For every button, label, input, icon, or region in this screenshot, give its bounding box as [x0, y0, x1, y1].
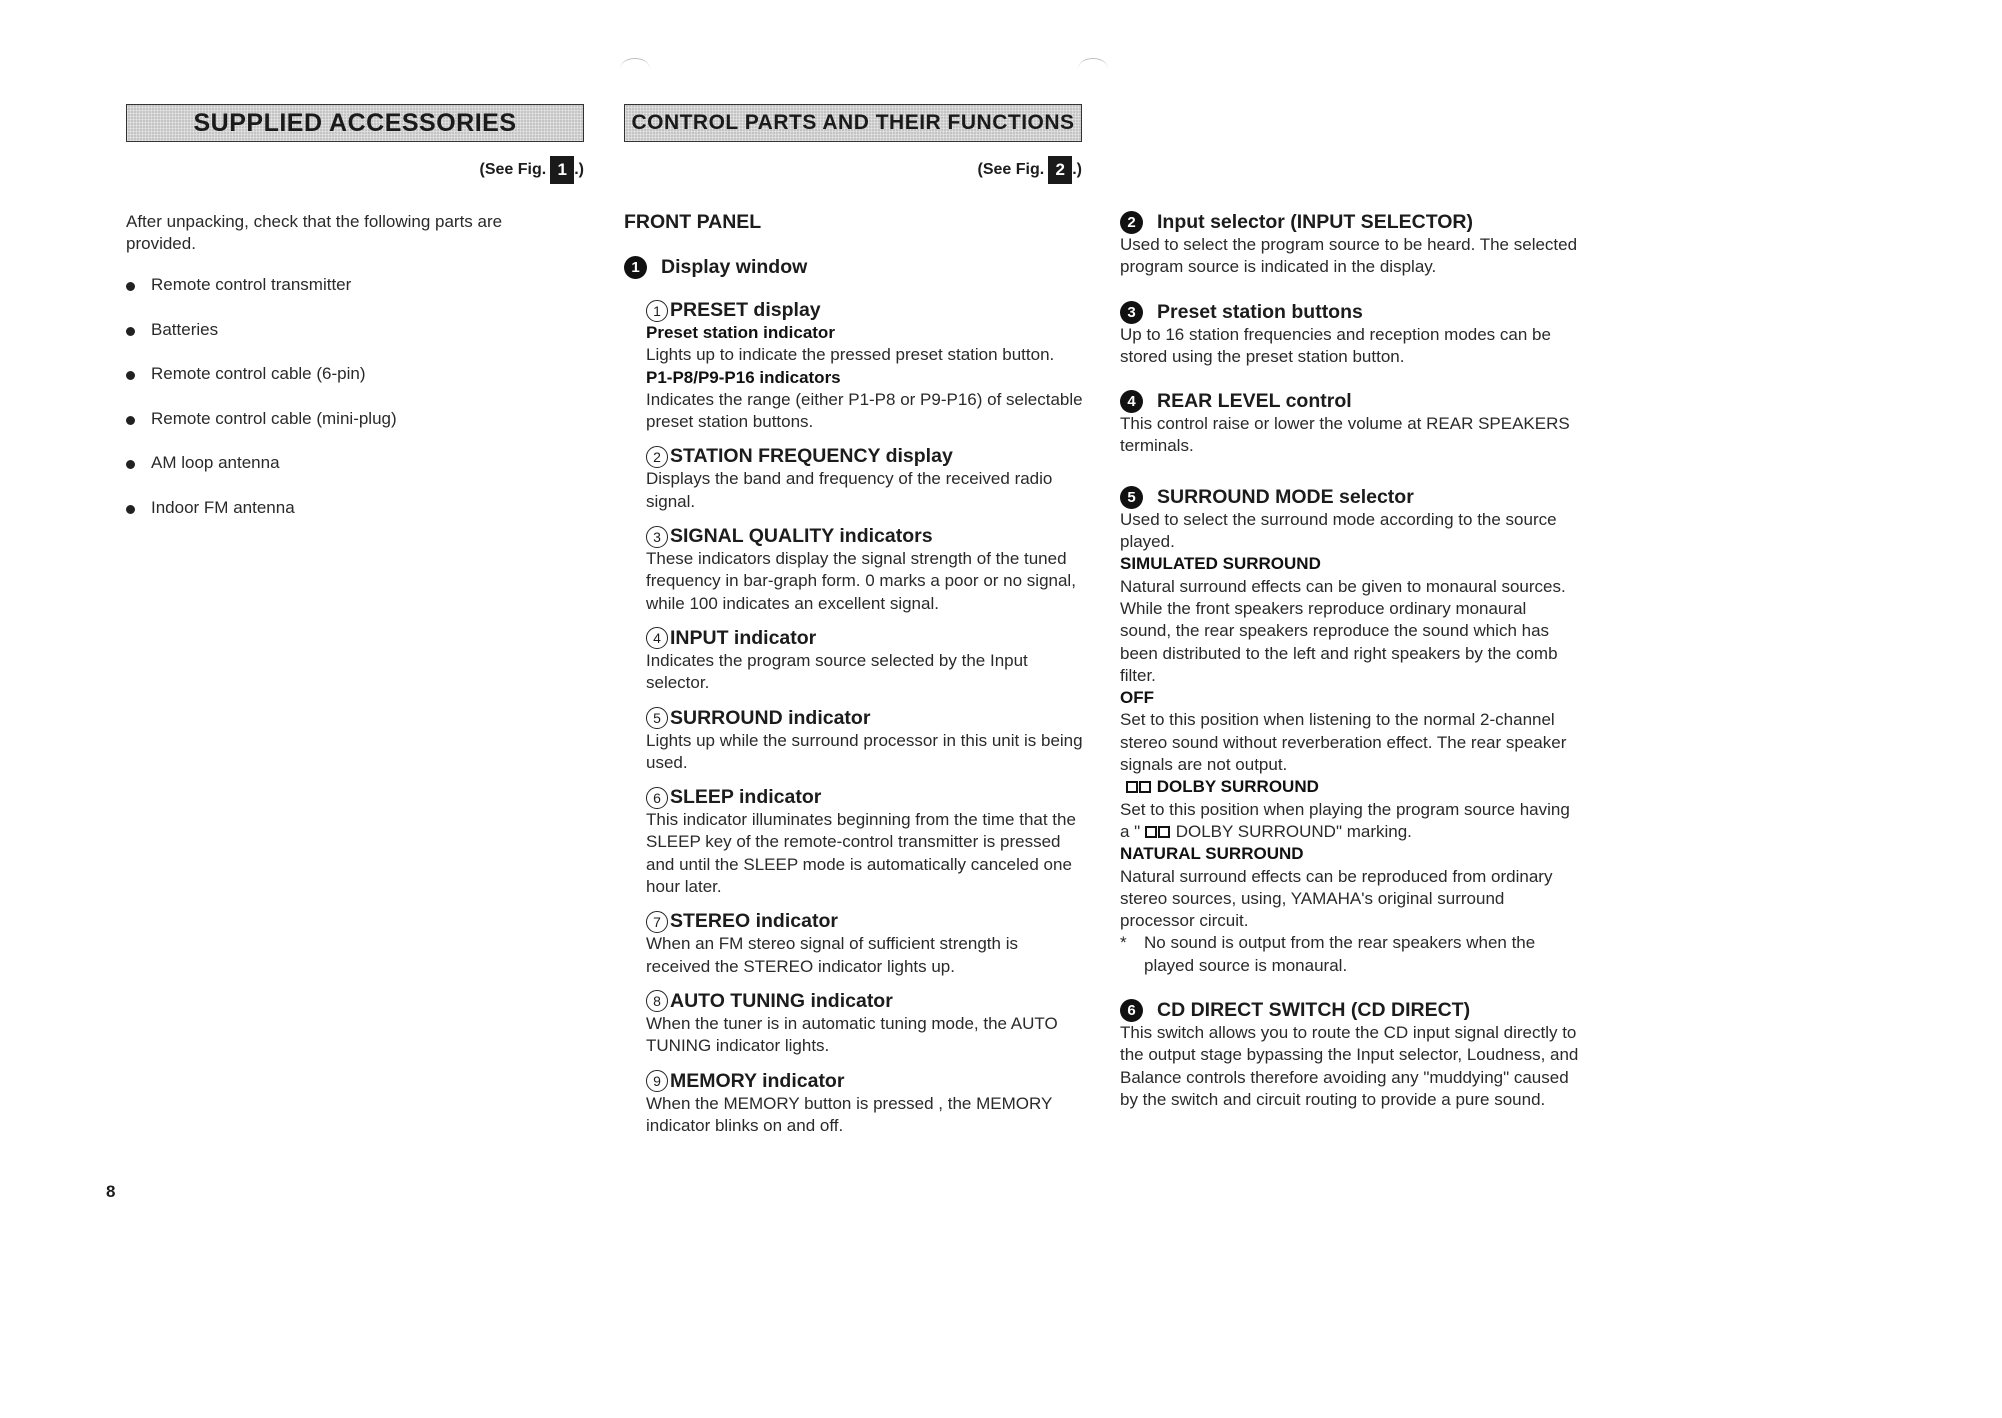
cd-direct-text: This switch allows you to route the CD input signal directly to the output stage bypassing the Input selector, Loudness, and Balance controls therefore avoiding any "muddying" caused by the switch and circuit routing to provide a pure sound. — [1120, 1023, 1579, 1109]
memory-indicator-text: When the MEMORY button is pressed , the MEMORY indicator blinks on and off. — [646, 1093, 1052, 1135]
fig-number-badge: 1 — [550, 156, 574, 184]
number-3-icon: 3 — [1120, 301, 1143, 324]
supplied-accessories-header: SUPPLIED ACCESSORIES — [126, 104, 584, 142]
right-content — [1120, 211, 1580, 1111]
station-frequency-text: Displays the band and frequency of the received radio signal. — [646, 469, 1053, 511]
dolby-logo-icon — [1158, 826, 1170, 838]
dolby-surround-text: Set to this position when playing the program source having a " DOLBY SURROUND" marking. — [1120, 799, 1570, 841]
circled-9-icon: 9 — [646, 1070, 668, 1092]
fig-number-badge: 2 — [1048, 156, 1072, 184]
preset-station-indicator-text: Lights up to indicate the pressed preset station button. — [646, 345, 1055, 365]
dolby-logo-icon — [1139, 781, 1151, 793]
scan-mark — [620, 58, 650, 79]
number-6-icon: 6 — [1120, 999, 1143, 1022]
dolby-surround-label: DOLBY SURROUND — [1126, 776, 1580, 798]
bullet-icon — [126, 460, 135, 469]
see-fig-2: (See Fig. 2 .) — [978, 156, 1082, 184]
dolby-logo-icon — [1126, 781, 1138, 793]
input-selector-heading: 2 Input selector (INPUT SELECTOR) — [1120, 211, 1580, 234]
rear-level-text: This control raise or lower the volume at REAR SPEAKERS terminals. — [1120, 414, 1570, 456]
number-2-icon: 2 — [1120, 211, 1143, 234]
page-number: 8 — [106, 1182, 116, 1201]
list-item: Remote control cable (mini-plug) — [126, 409, 397, 454]
cd-direct-heading: 6 CD DIRECT SWITCH (CD DIRECT) — [1120, 999, 1580, 1022]
circled-6-icon: 6 — [646, 787, 668, 809]
list-item: AM loop antenna — [126, 453, 397, 498]
sleep-indicator-heading: 6 SLEEP indicator — [646, 786, 1084, 809]
stereo-indicator-heading: 7 STEREO indicator — [646, 910, 1084, 933]
display-subsections — [646, 299, 1084, 1137]
circled-5-icon: 5 — [646, 707, 668, 729]
circled-4-icon: 4 — [646, 627, 668, 649]
scan-mark — [1078, 58, 1108, 79]
see-fig-1: (See Fig. 1 .) — [480, 156, 584, 184]
circled-3-icon: 3 — [646, 526, 668, 548]
memory-indicator-heading: 9 MEMORY indicator — [646, 1070, 1084, 1093]
circled-1-icon: 1 — [646, 300, 668, 322]
display-window-heading: 1 Display window — [624, 256, 1084, 279]
simulated-surround-text: Natural surround effects can be given to monaural sources. While the front speakers reproduce ordinary monaural sound, the rear speakers reproduce the sound which has been distributed to the left and right speakers by the comb filter. — [1120, 576, 1566, 685]
signal-quality-heading: 3 SIGNAL QUALITY indicators — [646, 525, 1084, 548]
sleep-indicator-text: This indicator illuminates beginning from the time that the SLEEP key of the remote-control transmitter is pressed and until the SLEEP mode is automatically canceled one hour later. — [646, 810, 1076, 897]
list-item: Remote control cable (6-pin) — [126, 364, 397, 409]
simulated-surround-label: SIMULATED SURROUND — [1120, 554, 1321, 574]
auto-tuning-heading: 8 AUTO TUNING indicator — [646, 990, 1084, 1013]
bullet-icon — [126, 282, 135, 291]
preset-buttons-text: Up to 16 station frequencies and reception modes can be stored using the preset station button. — [1120, 324, 1551, 366]
control-parts-header: CONTROL PARTS AND THEIR FUNCTIONS — [624, 104, 1082, 142]
input-indicator-text: Indicates the program source selected by the Input selector. — [646, 650, 1028, 693]
number-1-icon: 1 — [624, 256, 647, 279]
surround-indicator-text: Lights up while the surround processor in this unit is being used. — [646, 730, 1083, 772]
rear-level-heading: 4 REAR LEVEL control — [1120, 390, 1580, 413]
auto-tuning-text: When the tuner is in automatic tuning mode, the AUTO TUNING indicator lights. — [646, 1013, 1058, 1056]
surround-mode-text: Used to select the surround mode according to the source played. — [1120, 509, 1557, 552]
natural-surround-label: NATURAL SURROUND — [1120, 844, 1304, 864]
off-label: OFF — [1120, 688, 1154, 708]
station-frequency-heading: 2 STATION FREQUENCY display — [646, 445, 1084, 468]
middle-content — [624, 211, 1084, 1137]
stereo-indicator-text: When an FM stereo signal of sufficient strength is received the STEREO indicator lights up. — [646, 934, 1018, 976]
signal-quality-text: These indicators display the signal strength of the tuned frequency in bar-graph form. 0 marks a poor or no signal, while 100 indicates an excellent signal. — [646, 549, 1076, 613]
number-4-icon: 4 — [1120, 390, 1143, 413]
circled-7-icon: 7 — [646, 911, 668, 933]
list-item: Indoor FM antenna — [126, 498, 397, 543]
surround-indicator-heading: 5 SURROUND indicator — [646, 707, 1084, 730]
number-5-icon: 5 — [1120, 486, 1143, 509]
preset-display-heading: 1 PRESET display — [646, 299, 1084, 322]
bullet-icon — [126, 371, 135, 380]
intro-text: After unpacking, check that the following parts are provided. — [126, 212, 503, 254]
list-item: Batteries — [126, 320, 397, 365]
off-text: Set to this position when listening to the normal 2-channel stereo sound without reverberation effect. The rear speaker signals are not output. — [1120, 710, 1567, 775]
natural-surround-text: Natural surround effects can be reproduced from ordinary stereo sources, using, YAMAHA's original surround processor circuit. — [1120, 866, 1553, 931]
p1-p16-indicators-text: Indicates the range (either P1-P8 or P9-P16) of selectable preset station buttons. — [646, 389, 1083, 432]
dolby-logo-icon — [1145, 826, 1157, 838]
preset-station-indicator-label: Preset station indicator — [646, 323, 835, 342]
preset-buttons-heading: 3 Preset station buttons — [1120, 301, 1580, 324]
input-indicator-heading: 4 INPUT indicator — [646, 627, 1084, 650]
circled-2-icon: 2 — [646, 446, 668, 468]
front-panel-heading: FRONT PANEL — [624, 211, 762, 233]
monaural-note: * No sound is output from the rear speakers when the played source is monaural. — [1120, 933, 1536, 975]
input-selector-text: Used to select the program source to be heard. The selected program source is indicated in the display. — [1120, 235, 1578, 277]
surround-mode-heading: 5 SURROUND MODE selector — [1120, 486, 1580, 509]
bullet-icon — [126, 505, 135, 514]
bullet-icon — [126, 327, 135, 336]
p1-p16-indicators-label: P1-P8/P9-P16 indicators — [646, 367, 841, 387]
list-item: Remote control transmitter — [126, 275, 397, 320]
circled-8-icon: 8 — [646, 990, 668, 1012]
accessories-list — [126, 275, 397, 542]
bullet-icon — [126, 416, 135, 425]
